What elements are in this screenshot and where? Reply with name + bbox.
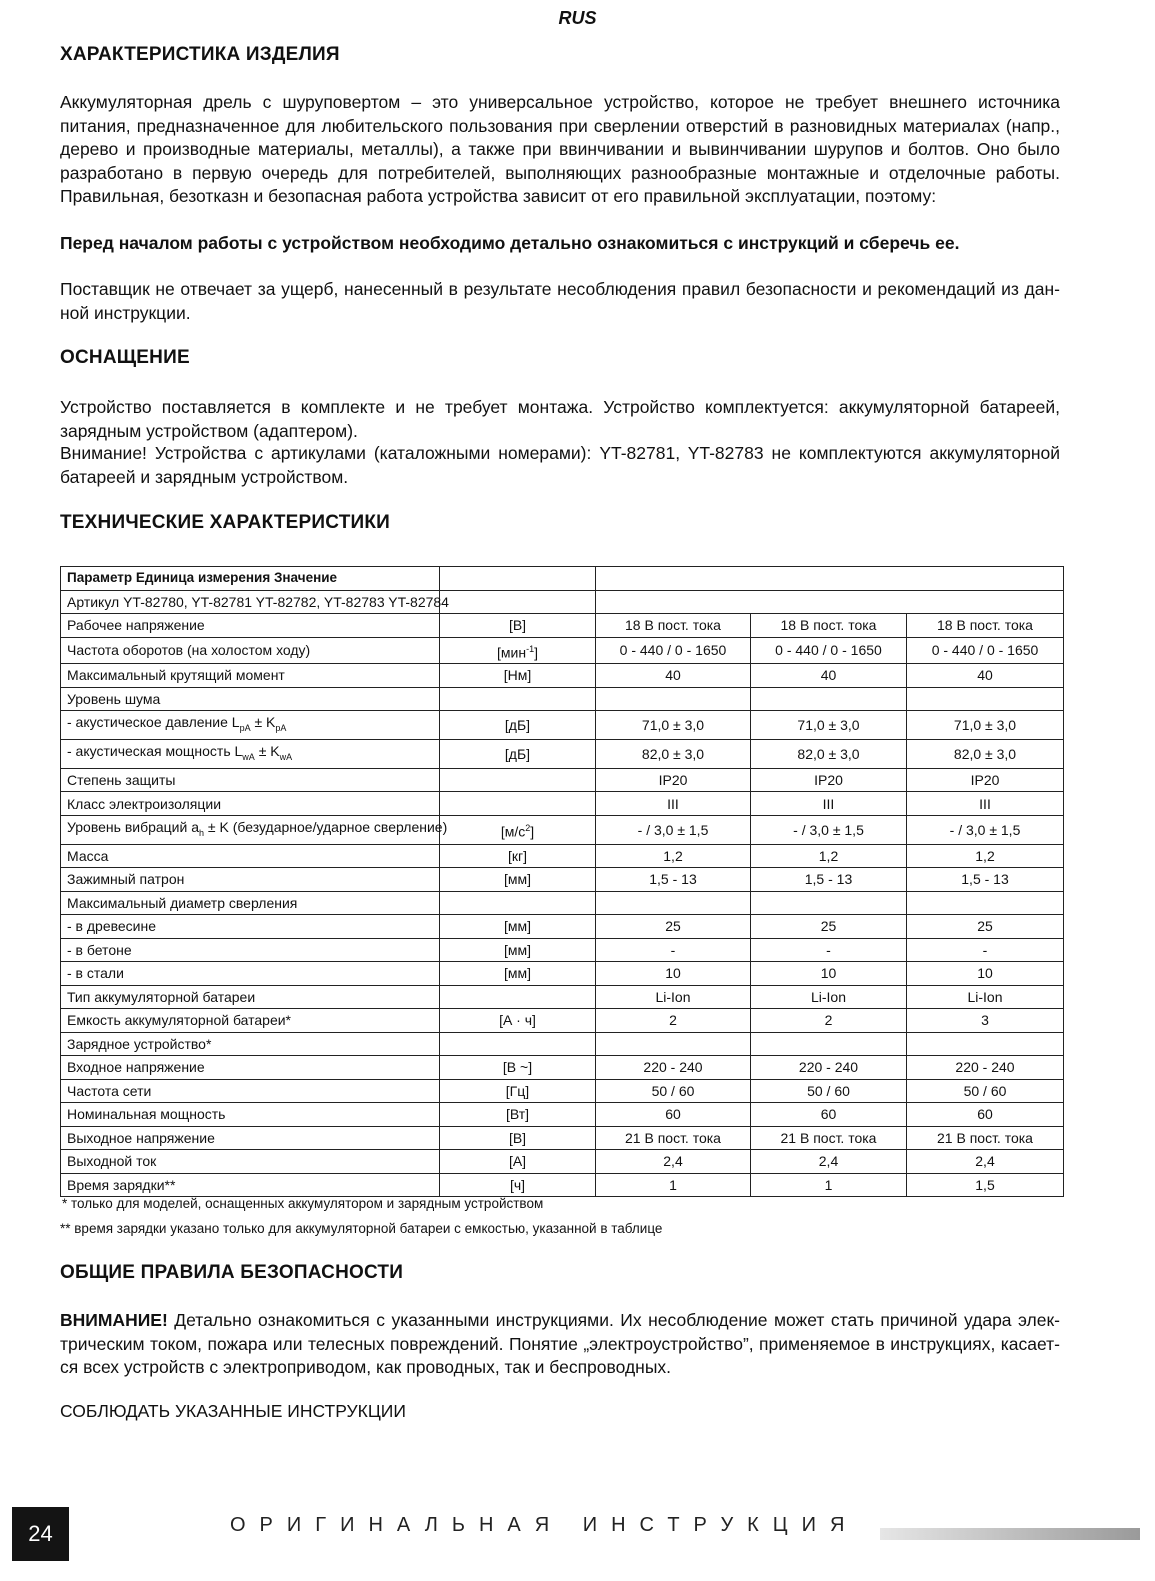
param-cell: Степень защиты <box>61 768 440 792</box>
value-cell: 40 <box>751 664 907 688</box>
value-cell: 21 В пост. тока <box>596 1126 751 1150</box>
table-row <box>61 1056 1064 1080</box>
footer-bar <box>880 1528 1140 1540</box>
unit-cell <box>440 687 596 711</box>
table-row <box>61 938 1064 962</box>
unit-cell: [В] <box>440 614 596 638</box>
value-cell: IP20 <box>596 768 751 792</box>
param-cell <box>61 815 448 844</box>
value-cell: 1,2 <box>751 844 907 868</box>
value-cell: - / 3,0 ± 1,5 <box>751 815 907 844</box>
param-text: ± K (безударное/ударное сверление) <box>204 818 448 835</box>
unit-cell <box>440 768 596 792</box>
param-text: - акустическое давление L <box>67 714 240 731</box>
unit-cell: [кг] <box>440 844 596 868</box>
value-cell: 1,5 <box>907 1173 1064 1197</box>
value-cell: IP20 <box>751 768 907 792</box>
param-text: - акустическая мощность L <box>67 742 243 759</box>
warning-text: Детально ознакомиться с указанными инструкциями. Их несоблюдение может стать причиной удара электрическим током, пожара или телесных повреждений. Понятие „электроустройство”, применяемое в инструкциях, касается всех устройств с электроприводом, как проводных, так и беспроводных. <box>60 1310 1060 1377</box>
value-cell: 2,4 <box>596 1150 751 1174</box>
unit-cell: [мм] <box>440 915 596 939</box>
article-cell: Артикул YT-82780, YT-82781 YT-82782, YT-82783 YT-82784 <box>61 590 440 614</box>
value-cell: - <box>751 938 907 962</box>
value-cell: 2 <box>751 1009 907 1033</box>
unit-text: [м/с <box>500 823 526 840</box>
unit-cell: [В] <box>440 1126 596 1150</box>
value-cell: 40 <box>907 664 1064 688</box>
unit-cell: [В ~] <box>440 1056 596 1080</box>
value-cell: 50 / 60 <box>596 1079 751 1103</box>
table-row <box>61 1126 1064 1150</box>
value-cell: 3 <box>907 1009 1064 1033</box>
param-cell: Тип аккумуляторной батареи <box>61 985 440 1009</box>
value-cell <box>751 891 907 915</box>
param-cell: Частота оборотов (на холостом ходу) <box>61 637 440 664</box>
table-row <box>61 1173 1064 1197</box>
param-sub: wA <box>242 751 255 762</box>
table-row <box>61 711 1064 740</box>
table-row <box>61 1103 1064 1127</box>
value-cell <box>751 687 907 711</box>
read-instructions-warning: Перед началом работы с устройством необходимо детально ознакомиться с инструкций и сберечь ее. <box>60 233 960 253</box>
unit-cell: [Вт] <box>440 1103 596 1127</box>
value-cell: 71,0 ± 3,0 <box>907 711 1064 740</box>
value-cell: 220 - 240 <box>751 1056 907 1080</box>
table-row <box>61 768 1064 792</box>
unit-cell: [мм] <box>440 938 596 962</box>
safety-warning <box>60 1309 1060 1380</box>
unit-cell: [ч] <box>440 1173 596 1197</box>
unit-cell: [мм] <box>440 962 596 986</box>
param-cell: Зажимный патрон <box>61 868 440 892</box>
footer-title: ОРИГИНАЛЬНАЯ ИНСТРУКЦИЯ <box>230 1514 859 1536</box>
table-row <box>61 792 1064 816</box>
table-row <box>61 1150 1064 1174</box>
value-cell: 71,0 ± 3,0 <box>596 711 751 740</box>
value-cell: 220 - 240 <box>596 1056 751 1080</box>
value-cell: 1 <box>751 1173 907 1197</box>
value-cell: 1,5 - 13 <box>907 868 1064 892</box>
table-row <box>61 637 1064 664</box>
value-cell: 21 В пост. тока <box>751 1126 907 1150</box>
value-cell: 0 - 440 / 0 - 1650 <box>907 637 1064 664</box>
param-sub: wA <box>279 751 293 762</box>
param-cell: Масса <box>61 844 440 868</box>
table-row <box>61 868 1064 892</box>
section-title-equipment: ОСНАЩЕНИЕ <box>60 347 190 368</box>
equipment-attention: Внимание! Устройства с артикулами (каталожными номерами): YT-82781, YT-82783 не комплектуются аккумуляторной батареей и зарядным устройством. <box>60 443 1060 487</box>
value-cell: 2,4 <box>907 1150 1064 1174</box>
unit-cell: [А · ч] <box>440 1009 596 1033</box>
param-cell: Зарядное устройство* <box>61 1032 440 1056</box>
product-description: Аккумуляторная дрель с шуруповертом – это универсальное устройство, которое не требует внешнего источника питания, предназначенное для любительского пользования при сверлении отверстий в разновидных материалах (напр., дерево и производные материалы, металлы), а также при ввинчивании и вывинчивании шурупов и болтов. Оно было разработано в первую очередь для потребителей, выполняющих разнообразные монтажные и отделочные работы. Правильная, безотказн и безопасная работа устройства зависит от его правильной эксплуатации, поэтому: <box>60 92 1060 206</box>
table-row <box>61 1032 1064 1056</box>
unit-cell: [А] <box>440 1150 596 1174</box>
param-cell: Класс электроизоляции <box>61 792 440 816</box>
table-row <box>61 614 1064 638</box>
value-cell: 1,2 <box>907 844 1064 868</box>
param-cell <box>61 739 440 768</box>
follow-instructions: СОБЛЮДАТЬ УКАЗАННЫЕ ИНСТРУКЦИИ <box>60 1401 406 1421</box>
value-cell: 21 В пост. тока <box>907 1126 1064 1150</box>
value-cell: 10 <box>751 962 907 986</box>
equipment-text: Устройство поставляется в комплекте и не требует монтажа. Устройство комплектуется: аккумуляторной батареей, зарядным устройством (адаптером). <box>60 397 1060 441</box>
language-code: RUS <box>558 8 597 28</box>
param-cell: Время зарядки** <box>61 1173 440 1197</box>
value-cell: 0 - 440 / 0 - 1650 <box>751 637 907 664</box>
section-title-product: ХАРАКТЕРИСТИКА ИЗДЕЛИЯ <box>60 44 340 65</box>
param-sub: h <box>199 827 205 838</box>
value-cell: 60 <box>751 1103 907 1127</box>
param-cell: - в древесине <box>61 915 440 939</box>
value-cell: 18 В пост. тока <box>596 614 751 638</box>
unit-sup: 2 <box>525 822 531 833</box>
param-cell: Выходной ток <box>61 1150 440 1174</box>
table-row <box>61 962 1064 986</box>
value-cell: - <box>907 938 1064 962</box>
value-cell: 40 <box>596 664 751 688</box>
liability-note: Поставщик не отвечает за ущерб, нанесенный в результате несоблюдения правил безопасности и рекомендаций из данной инструкции. <box>60 279 1060 323</box>
unit-cell: [Нм] <box>440 664 596 688</box>
table-row <box>61 739 1064 768</box>
param-cell: Максимальный крутящий момент <box>61 664 440 688</box>
param-cell <box>61 711 440 740</box>
unit-text: [мин <box>497 644 527 661</box>
unit-text: ] <box>534 644 538 661</box>
value-cell <box>596 891 751 915</box>
value-cell: 82,0 ± 3,0 <box>751 739 907 768</box>
page-number: 24 <box>12 1507 69 1561</box>
value-cell: 60 <box>596 1103 751 1127</box>
param-cell: Выходное напряжение <box>61 1126 440 1150</box>
value-cell: 10 <box>596 962 751 986</box>
param-cell: - в стали <box>61 962 440 986</box>
param-text: ± K <box>250 714 276 731</box>
value-cell: 10 <box>907 962 1064 986</box>
param-text: Уровень вибраций a <box>67 818 200 835</box>
unit-cell <box>440 1032 596 1056</box>
table-row <box>61 664 1064 688</box>
value-cell <box>907 1032 1064 1056</box>
value-cell: 18 В пост. тока <box>751 614 907 638</box>
section-title-specs: ТЕХНИЧЕСКИЕ ХАРАКТЕРИСТИКИ <box>60 512 391 533</box>
value-cell: 82,0 ± 3,0 <box>907 739 1064 768</box>
table-row <box>61 1009 1064 1033</box>
table-header-row <box>61 567 1064 591</box>
unit-cell: [дБ] <box>440 739 596 768</box>
unit-cell <box>440 891 596 915</box>
spec-table <box>60 566 1064 1197</box>
footnote-1: * только для моделей, оснащенных аккумулятором и зарядным устройством <box>62 1196 544 1211</box>
value-cell: 18 В пост. тока <box>907 614 1064 638</box>
table-row <box>61 1079 1064 1103</box>
unit-cell <box>440 815 596 844</box>
param-sub: pA <box>275 722 287 733</box>
value-cell: Li-Ion <box>751 985 907 1009</box>
value-cell: Li-Ion <box>596 985 751 1009</box>
unit-cell: [мм] <box>440 868 596 892</box>
value-cell: Li-Ion <box>907 985 1064 1009</box>
value-cell: 1,5 - 13 <box>596 868 751 892</box>
value-cell: 2 <box>596 1009 751 1033</box>
value-cell: 60 <box>907 1103 1064 1127</box>
value-cell: 220 - 240 <box>907 1056 1064 1080</box>
value-cell: 1,2 <box>596 844 751 868</box>
param-cell: Частота сети <box>61 1079 440 1103</box>
table-header: Параметр Единица измерения Значение <box>61 567 440 591</box>
warning-label: ВНИМАНИЕ! <box>60 1310 168 1330</box>
value-cell: 1,5 - 13 <box>751 868 907 892</box>
param-cell: Рабочее напряжение <box>61 614 440 638</box>
value-cell: 50 / 60 <box>751 1079 907 1103</box>
value-cell: 25 <box>596 915 751 939</box>
param-cell: Уровень шума <box>61 687 440 711</box>
table-row <box>61 844 1064 868</box>
value-cell: III <box>907 792 1064 816</box>
unit-cell <box>440 637 596 664</box>
value-cell: - <box>596 938 751 962</box>
value-cell <box>751 1032 907 1056</box>
value-cell <box>596 1032 751 1056</box>
unit-cell: [Гц] <box>440 1079 596 1103</box>
param-sub: pA <box>239 722 251 733</box>
param-cell: Максимальный диаметр сверления <box>61 891 440 915</box>
value-cell: 71,0 ± 3,0 <box>751 711 907 740</box>
param-text: ± K <box>254 742 280 759</box>
unit-cell <box>440 985 596 1009</box>
value-cell: 50 / 60 <box>907 1079 1064 1103</box>
value-cell <box>907 891 1064 915</box>
table-row <box>61 891 1064 915</box>
value-cell: 82,0 ± 3,0 <box>596 739 751 768</box>
unit-sup: -1 <box>526 643 535 654</box>
value-cell: 0 - 440 / 0 - 1650 <box>596 637 751 664</box>
article-row <box>61 590 1064 614</box>
value-cell: - / 3,0 ± 1,5 <box>907 815 1064 844</box>
value-cell: 25 <box>751 915 907 939</box>
param-cell: Номинальная мощность <box>61 1103 440 1127</box>
table-row <box>61 985 1064 1009</box>
unit-cell: [дБ] <box>440 711 596 740</box>
value-cell: III <box>751 792 907 816</box>
table-row <box>61 815 1064 844</box>
value-cell <box>907 687 1064 711</box>
value-cell: III <box>596 792 751 816</box>
table-row <box>61 915 1064 939</box>
value-cell: - / 3,0 ± 1,5 <box>596 815 751 844</box>
param-cell: Входное напряжение <box>61 1056 440 1080</box>
param-cell: - в бетоне <box>61 938 440 962</box>
value-cell: 2,4 <box>751 1150 907 1174</box>
footnote-2: ** время зарядки указано только для аккумуляторной батареи с емкостью, указанной в таблице <box>60 1221 663 1236</box>
unit-text: ] <box>530 823 535 840</box>
section-title-safety: ОБЩИЕ ПРАВИЛА БЕЗОПАСНОСТИ <box>60 1262 404 1283</box>
value-cell <box>596 687 751 711</box>
value-cell: 1 <box>596 1173 751 1197</box>
value-cell: IP20 <box>907 768 1064 792</box>
value-cell: 25 <box>907 915 1064 939</box>
param-cell: Емкость аккумуляторной батареи* <box>61 1009 440 1033</box>
unit-cell <box>440 792 596 816</box>
table-row <box>61 687 1064 711</box>
